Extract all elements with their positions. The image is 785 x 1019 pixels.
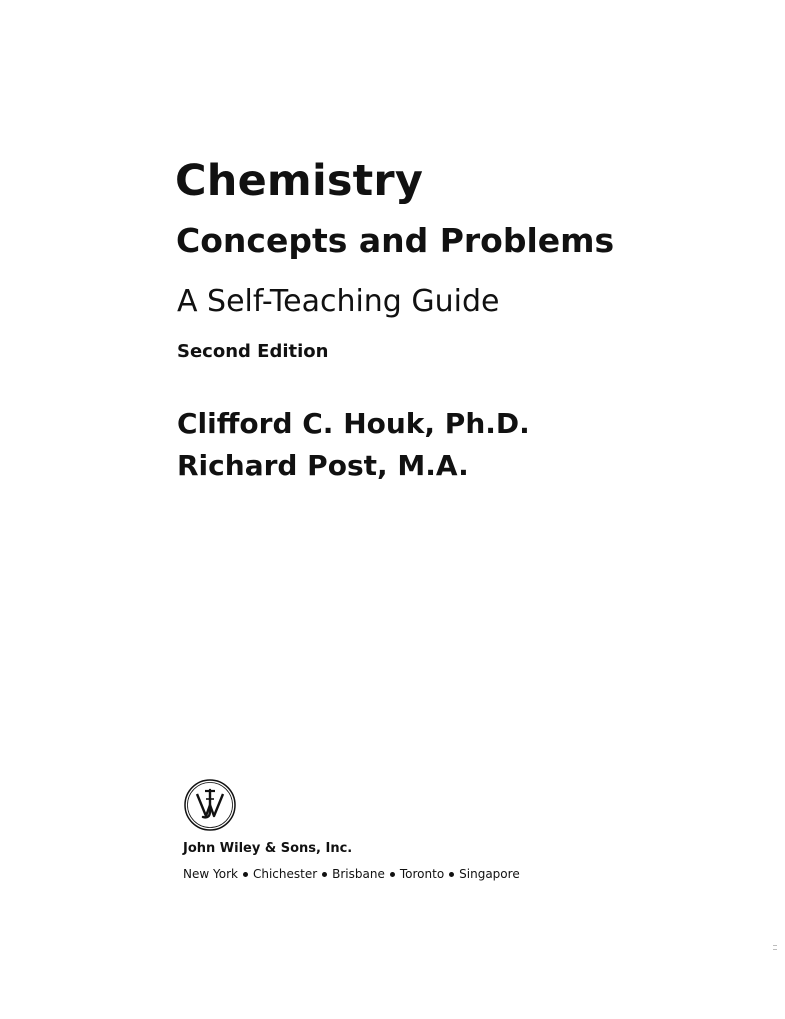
publisher-logo-icon [182, 777, 238, 833]
edition-label: Second Edition [177, 341, 329, 362]
book-title: Chemistry [175, 156, 424, 206]
guide-line: A Self-Teaching Guide [177, 284, 500, 319]
bullet-icon [243, 872, 248, 877]
publisher-cities [183, 868, 520, 880]
city-chichester: Chichester [252, 867, 318, 881]
author-2: Richard Post, M.A. [177, 449, 469, 482]
scan-edge-mark [773, 945, 777, 946]
city-toronto: Toronto [399, 867, 445, 881]
scan-edge-mark [773, 949, 777, 950]
city-singapore: Singapore [459, 867, 520, 881]
city-new-york: New York [183, 867, 238, 881]
book-subtitle: Concepts and Problems [176, 221, 615, 260]
bullet-icon [449, 872, 454, 877]
publisher-name: John Wiley & Sons, Inc. [183, 841, 353, 856]
author-1: Clifford C. Houk, Ph.D. [177, 407, 530, 440]
bullet-icon [390, 872, 395, 877]
city-brisbane: Brisbane [332, 867, 385, 881]
bullet-icon [322, 872, 327, 877]
